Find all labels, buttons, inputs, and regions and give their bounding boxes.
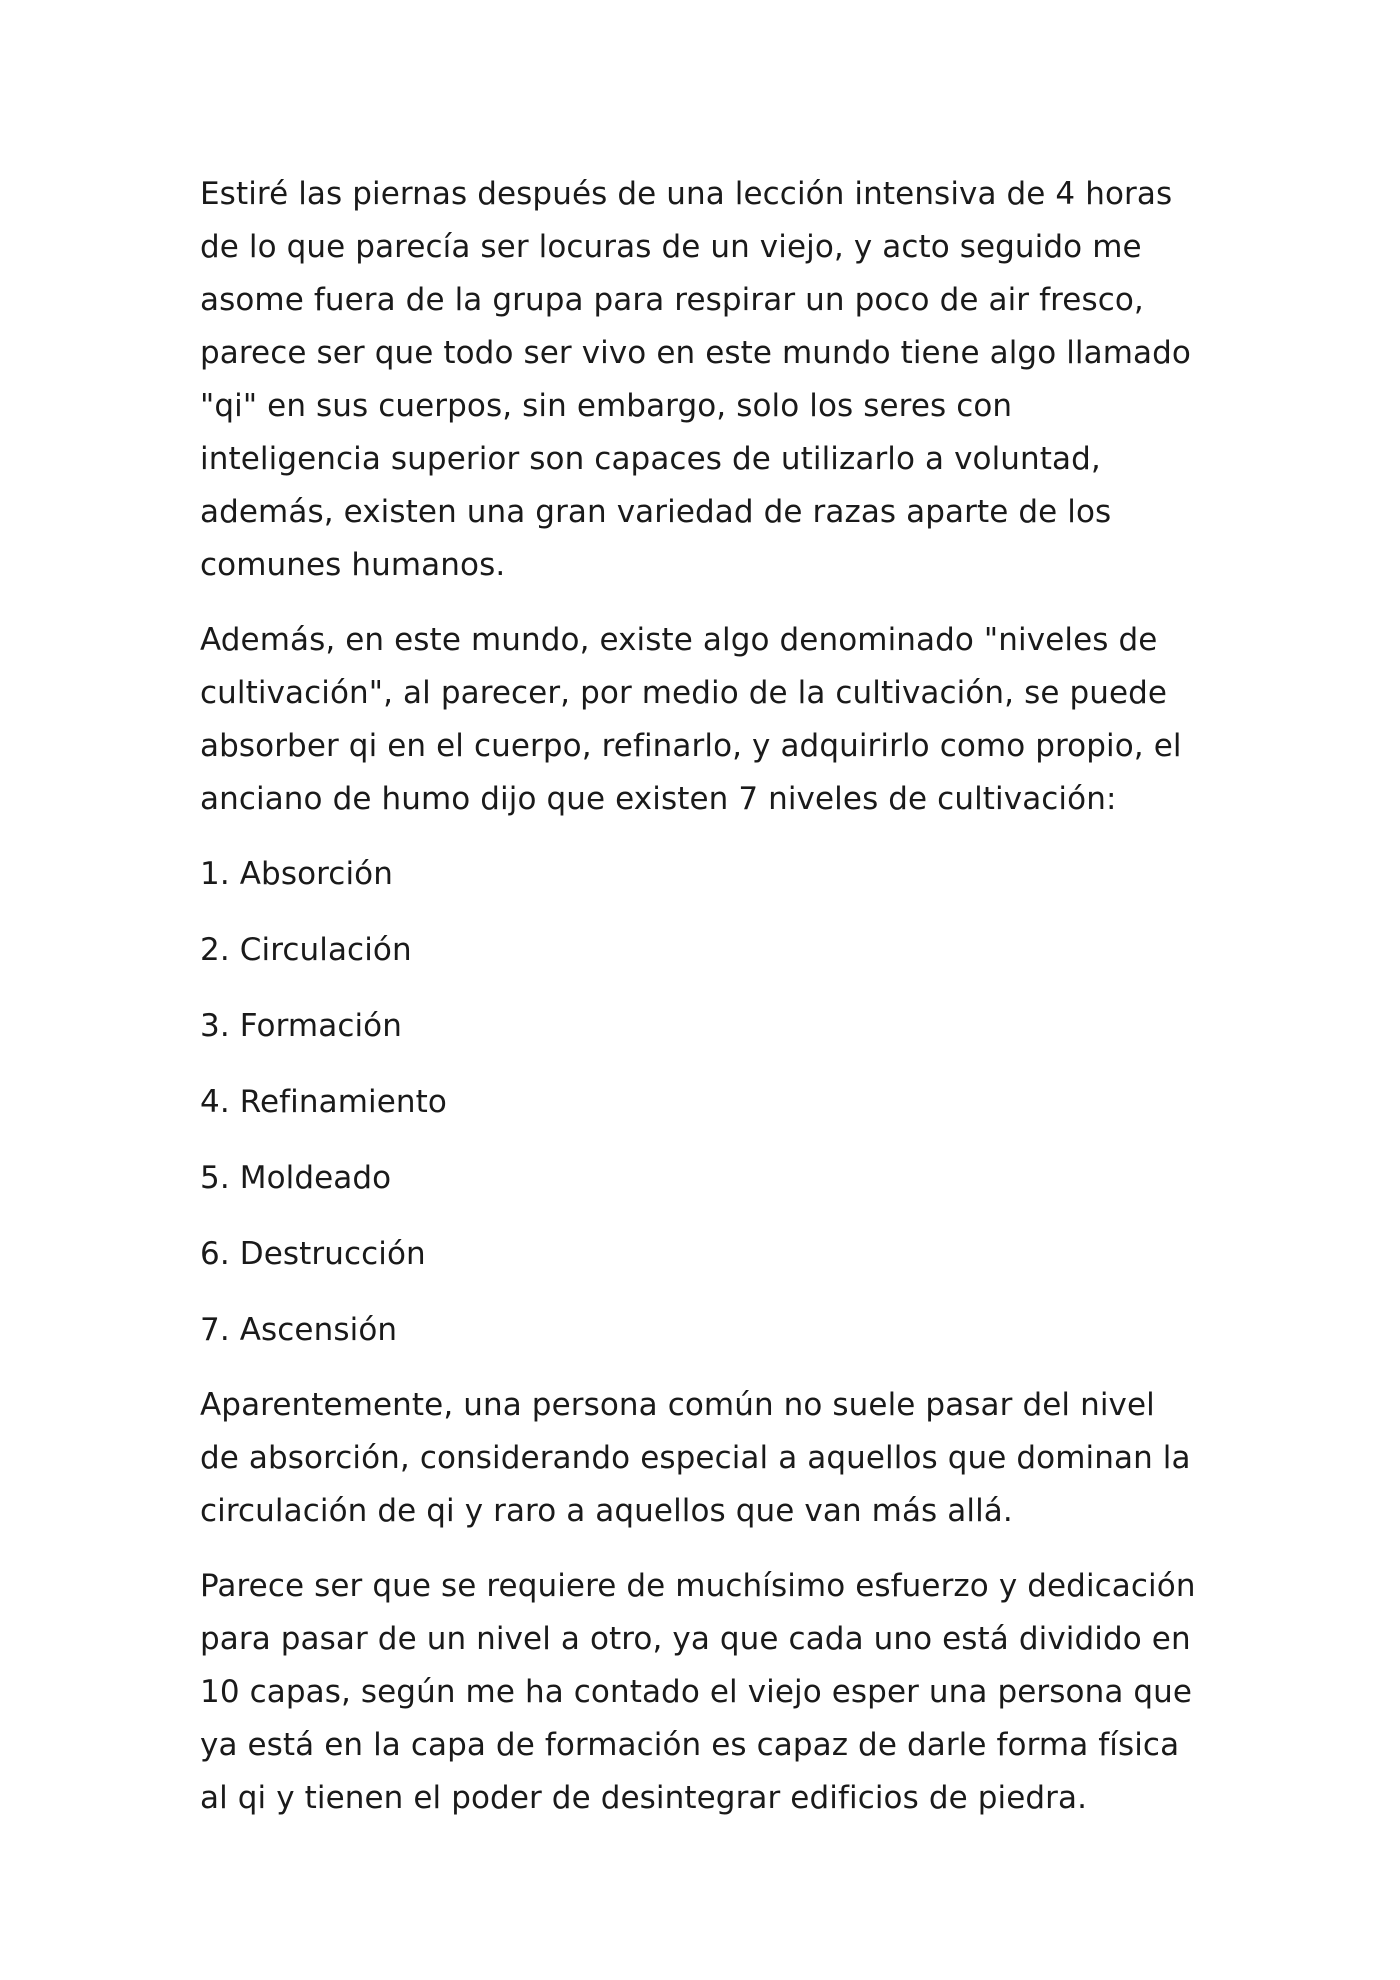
paragraph-common-person: Aparentemente, una persona común no suele pasar del nivel de absorción, considerando especial a aquellos que dominan la circulación de qi y raro a aquellos que van más allá. <box>200 1387 1191 1529</box>
list-item: 5. Moldeado <box>200 1160 392 1196</box>
list-item: 1. Absorción <box>200 856 393 892</box>
document-body <box>200 168 1200 1847</box>
cultivation-levels-list <box>200 848 1200 1357</box>
paragraph-effort-layers: Parece ser que se requiere de muchísimo esfuerzo y dedicación para pasar de un nivel a otro, ya que cada uno está dividido en 10 capas, según me ha contado el viejo esper una persona que ya está en la capa de formación es capaz de darle forma física al qi y tienen el poder de desintegrar edificios de piedra. <box>200 1568 1196 1816</box>
list-item: 6. Destrucción <box>200 1236 426 1272</box>
list-item: 2. Circulación <box>200 932 412 968</box>
paragraph-intro: Estiré las piernas después de una lección intensiva de 4 horas de lo que parecía ser locuras de un viejo, y acto seguido me asome fuera de la grupa para respirar un poco de air fresco, parece ser que todo ser vivo en este mundo tiene algo llamado "qi" en sus cuerpos, sin embargo, solo los seres con inteligencia superior son capaces de utilizarlo a voluntad, además, existen una gran variedad de razas aparte de los comunes humanos. <box>200 176 1191 583</box>
list-item: 3. Formación <box>200 1008 402 1044</box>
list-item: 7. Ascensión <box>200 1312 398 1348</box>
list-item: 4. Refinamiento <box>200 1084 447 1120</box>
paragraph-cultivation-levels: Además, en este mundo, existe algo denominado "niveles de cultivación", al parecer, por medio de la cultivación, se puede absorber qi en el cuerpo, refinarlo, y adquirirlo como propio, el anciano de humo dijo que existen 7 niveles de cultivación: <box>200 622 1182 817</box>
